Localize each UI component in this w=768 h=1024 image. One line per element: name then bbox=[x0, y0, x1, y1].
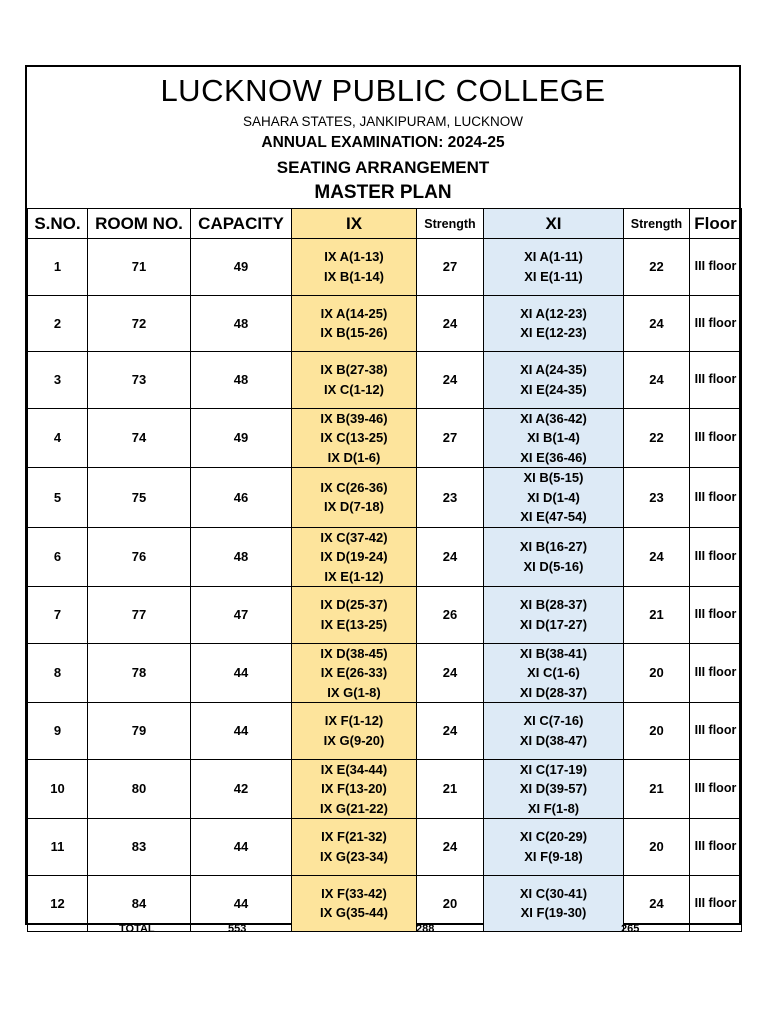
master-plan-title: MASTER PLAN bbox=[314, 182, 452, 203]
cell-xi-strength: 20 bbox=[624, 819, 690, 876]
cell-ix-strength: 27 bbox=[417, 408, 484, 468]
cell-xi-sections-line: XI D(28-37) bbox=[519, 684, 588, 700]
total-capacity: 553 bbox=[228, 923, 247, 935]
col-header-floor: Floor bbox=[690, 209, 742, 239]
cell-ix-sections-line: IX B(27-38) bbox=[320, 362, 388, 378]
col-header-sno: S.NO. bbox=[28, 209, 88, 239]
cell-xi-sections bbox=[484, 759, 624, 819]
cell-ix-sections bbox=[292, 759, 417, 819]
cell-ix-sections-line: IX G(9-20) bbox=[323, 732, 385, 748]
cell-room: 76 bbox=[88, 527, 191, 587]
cell-floor: III floor bbox=[690, 295, 742, 352]
cell-xi-sections bbox=[484, 468, 624, 528]
cell-xi-strength: 24 bbox=[624, 295, 690, 352]
cell-capacity: 44 bbox=[191, 643, 292, 703]
totals-row bbox=[0, 922, 768, 940]
cell-floor: III floor bbox=[690, 587, 742, 644]
cell-ix-strength: 27 bbox=[417, 239, 484, 296]
cell-xi-sections-line: XI C(7-16) bbox=[523, 713, 584, 729]
cell-capacity: 44 bbox=[191, 819, 292, 876]
cell-ix-strength: 24 bbox=[417, 352, 484, 409]
cell-xi-sections-line: XI C(20-29) bbox=[519, 829, 588, 845]
table-row bbox=[28, 759, 742, 819]
cell-ix-strength: 21 bbox=[417, 759, 484, 819]
document-header bbox=[27, 67, 739, 208]
cell-floor: III floor bbox=[690, 643, 742, 703]
col-header-capacity: CAPACITY bbox=[191, 209, 292, 239]
table-body bbox=[28, 239, 742, 932]
cell-xi-sections-line: XI D(5-16) bbox=[523, 558, 584, 574]
table-row bbox=[28, 295, 742, 352]
cell-room: 72 bbox=[88, 295, 191, 352]
table-row bbox=[28, 352, 742, 409]
table-row bbox=[28, 527, 742, 587]
cell-xi-sections-line: XI D(17-27) bbox=[519, 616, 588, 632]
cell-xi-strength: 20 bbox=[624, 703, 690, 760]
cell-ix-sections-line: IX E(26-33) bbox=[320, 665, 388, 680]
cell-capacity: 44 bbox=[191, 875, 292, 932]
cell-ix-sections-line: IX D(25-37) bbox=[320, 597, 388, 613]
cell-sno: 5 bbox=[28, 468, 88, 528]
cell-xi-sections-line: XI E(1-11) bbox=[524, 268, 583, 284]
total-xi-strength: 265 bbox=[621, 923, 640, 935]
cell-ix-sections-line: IX F(1-12) bbox=[324, 713, 384, 729]
cell-xi-sections-line: XI C(17-19) bbox=[519, 761, 588, 777]
cell-xi-sections bbox=[484, 352, 624, 409]
cell-ix-strength: 24 bbox=[417, 295, 484, 352]
cell-xi-strength: 23 bbox=[624, 468, 690, 528]
cell-sno: 10 bbox=[28, 759, 88, 819]
table-row bbox=[28, 819, 742, 876]
total-label: TOTAL bbox=[119, 923, 155, 935]
cell-floor: III floor bbox=[690, 875, 742, 932]
cell-capacity: 48 bbox=[191, 352, 292, 409]
cell-ix-sections-line: IX B(39-46) bbox=[320, 410, 388, 426]
table-row bbox=[28, 408, 742, 468]
cell-xi-sections-line: XI F(1-8) bbox=[527, 800, 580, 816]
cell-sno: 12 bbox=[28, 875, 88, 932]
cell-sno: 7 bbox=[28, 587, 88, 644]
cell-ix-strength: 20 bbox=[417, 875, 484, 932]
cell-ix-sections-line: IX D(1-6) bbox=[327, 449, 381, 465]
cell-ix-sections-line: IX C(1-12) bbox=[324, 381, 384, 397]
college-address: SAHARA STATES, JANKIPURAM, LUCKNOW bbox=[242, 114, 524, 129]
cell-floor: III floor bbox=[690, 352, 742, 409]
cell-ix-sections-line: IX C(26-36) bbox=[320, 479, 388, 495]
table-row bbox=[28, 587, 742, 644]
cell-ix-sections bbox=[292, 587, 417, 644]
cell-ix-sections-line: IX A(1-13) bbox=[324, 249, 384, 265]
cell-room: 83 bbox=[88, 819, 191, 876]
cell-ix-sections-line: IX F(33-42) bbox=[321, 885, 387, 901]
cell-xi-sections-line: XI E(12-23) bbox=[520, 325, 587, 341]
cell-xi-sections-line: XI E(36-46) bbox=[520, 449, 587, 465]
cell-ix-sections-line: IX E(34-44) bbox=[320, 761, 388, 777]
cell-ix-sections-line: IX F(21-32) bbox=[321, 829, 387, 845]
cell-xi-sections-line: XI B(16-27) bbox=[519, 539, 588, 555]
cell-room: 71 bbox=[88, 239, 191, 296]
cell-xi-sections-line: XI C(30-41) bbox=[519, 885, 588, 901]
cell-sno: 6 bbox=[28, 527, 88, 587]
cell-room: 80 bbox=[88, 759, 191, 819]
cell-capacity: 44 bbox=[191, 703, 292, 760]
table-row bbox=[28, 643, 742, 703]
cell-ix-sections bbox=[292, 239, 417, 296]
cell-room: 73 bbox=[88, 352, 191, 409]
cell-ix-sections-line: IX G(1-8) bbox=[327, 684, 381, 700]
cell-ix-strength: 24 bbox=[417, 819, 484, 876]
cell-xi-sections-line: XI D(1-4) bbox=[527, 489, 580, 505]
cell-xi-strength: 24 bbox=[624, 527, 690, 587]
cell-ix-sections-line: IX G(23-34) bbox=[320, 848, 388, 864]
seating-table bbox=[27, 208, 742, 932]
cell-capacity: 49 bbox=[191, 239, 292, 296]
cell-floor: III floor bbox=[690, 468, 742, 528]
cell-sno: 3 bbox=[28, 352, 88, 409]
cell-xi-sections bbox=[484, 239, 624, 296]
cell-xi-sections bbox=[484, 643, 624, 703]
cell-ix-sections-line: IX C(37-42) bbox=[320, 529, 388, 545]
cell-capacity: 47 bbox=[191, 587, 292, 644]
cell-xi-sections-line: XI E(24-35) bbox=[520, 381, 587, 397]
cell-xi-sections-line: XI B(38-41) bbox=[519, 645, 588, 661]
col-header-ix: IX bbox=[292, 209, 417, 239]
cell-ix-sections bbox=[292, 643, 417, 703]
cell-xi-sections-line: XI B(5-15) bbox=[523, 470, 584, 485]
cell-ix-sections-line: IX C(13-25) bbox=[320, 430, 388, 445]
col-header-ix-strength: Strength bbox=[417, 209, 484, 239]
cell-xi-strength: 22 bbox=[624, 239, 690, 296]
cell-xi-sections-line: XI E(47-54) bbox=[520, 509, 587, 524]
cell-xi-sections-line: XI A(24-35) bbox=[520, 362, 587, 378]
cell-xi-strength: 24 bbox=[624, 875, 690, 932]
cell-room: 77 bbox=[88, 587, 191, 644]
cell-capacity: 48 bbox=[191, 295, 292, 352]
cell-ix-sections bbox=[292, 468, 417, 528]
cell-xi-sections bbox=[484, 295, 624, 352]
college-title: LUCKNOW PUBLIC COLLEGE bbox=[160, 73, 606, 108]
cell-xi-strength: 21 bbox=[624, 759, 690, 819]
cell-xi-sections-line: XI B(1-4) bbox=[527, 430, 580, 445]
cell-xi-sections-line: XI A(36-42) bbox=[520, 410, 587, 426]
cell-xi-sections-line: XI A(1-11) bbox=[524, 249, 583, 265]
cell-xi-sections-line: XI A(12-23) bbox=[520, 305, 587, 321]
col-header-room: ROOM NO. bbox=[88, 209, 191, 239]
cell-sno: 1 bbox=[28, 239, 88, 296]
cell-capacity: 46 bbox=[191, 468, 292, 528]
cell-ix-sections bbox=[292, 527, 417, 587]
cell-xi-strength: 20 bbox=[624, 643, 690, 703]
cell-xi-sections-line: XI D(38-47) bbox=[519, 732, 588, 748]
cell-ix-strength: 24 bbox=[417, 527, 484, 587]
cell-ix-sections-line: IX A(14-25) bbox=[320, 305, 388, 321]
cell-xi-sections bbox=[484, 587, 624, 644]
cell-ix-sections-line: IX G(35-44) bbox=[320, 905, 388, 921]
cell-ix-strength: 26 bbox=[417, 587, 484, 644]
cell-ix-sections-line: IX D(19-24) bbox=[320, 549, 388, 564]
cell-xi-sections-line: XI B(28-37) bbox=[519, 597, 588, 613]
seating-title: SEATING ARRANGEMENT bbox=[276, 158, 490, 177]
cell-xi-sections-line: XI C(1-6) bbox=[527, 665, 580, 680]
cell-floor: III floor bbox=[690, 527, 742, 587]
cell-ix-sections bbox=[292, 408, 417, 468]
cell-xi-sections-line: XI F(9-18) bbox=[524, 848, 583, 864]
table-header-row bbox=[28, 209, 742, 239]
table-row bbox=[28, 703, 742, 760]
cell-sno: 11 bbox=[28, 819, 88, 876]
cell-ix-strength: 23 bbox=[417, 468, 484, 528]
table-row bbox=[28, 239, 742, 296]
cell-xi-sections bbox=[484, 527, 624, 587]
cell-xi-sections bbox=[484, 703, 624, 760]
cell-floor: III floor bbox=[690, 703, 742, 760]
cell-floor: III floor bbox=[690, 759, 742, 819]
exam-title: ANNUAL EXAMINATION: 2024-25 bbox=[261, 134, 505, 151]
cell-ix-sections bbox=[292, 352, 417, 409]
cell-ix-sections bbox=[292, 295, 417, 352]
cell-ix-sections-line: IX E(13-25) bbox=[320, 616, 388, 632]
cell-sno: 4 bbox=[28, 408, 88, 468]
cell-capacity: 42 bbox=[191, 759, 292, 819]
cell-floor: III floor bbox=[690, 408, 742, 468]
cell-room: 78 bbox=[88, 643, 191, 703]
cell-ix-strength: 24 bbox=[417, 643, 484, 703]
seating-plan-sheet bbox=[25, 65, 741, 925]
cell-capacity: 48 bbox=[191, 527, 292, 587]
col-header-xi-strength: Strength bbox=[624, 209, 690, 239]
cell-sno: 8 bbox=[28, 643, 88, 703]
cell-xi-sections bbox=[484, 819, 624, 876]
cell-xi-strength: 24 bbox=[624, 352, 690, 409]
total-ix-strength: 288 bbox=[416, 923, 435, 935]
cell-ix-sections-line: IX F(13-20) bbox=[321, 781, 387, 796]
cell-xi-sections bbox=[484, 408, 624, 468]
cell-ix-sections-line: IX G(21-22) bbox=[320, 800, 388, 816]
cell-room: 84 bbox=[88, 875, 191, 932]
cell-floor: III floor bbox=[690, 239, 742, 296]
cell-ix-sections bbox=[292, 819, 417, 876]
cell-ix-sections-line: IX E(1-12) bbox=[324, 568, 384, 584]
cell-room: 79 bbox=[88, 703, 191, 760]
col-header-xi: XI bbox=[484, 209, 624, 239]
table-row bbox=[28, 468, 742, 528]
cell-ix-sections-line: IX D(38-45) bbox=[320, 645, 388, 661]
cell-xi-sections-line: XI D(39-57) bbox=[519, 781, 588, 796]
cell-capacity: 49 bbox=[191, 408, 292, 468]
cell-ix-sections-line: IX B(15-26) bbox=[320, 325, 388, 341]
cell-sno: 9 bbox=[28, 703, 88, 760]
cell-ix-strength: 24 bbox=[417, 703, 484, 760]
cell-room: 75 bbox=[88, 468, 191, 528]
cell-floor: III floor bbox=[690, 819, 742, 876]
cell-ix-sections-line: IX D(7-18) bbox=[324, 499, 384, 515]
cell-xi-sections-line: XI F(19-30) bbox=[520, 905, 587, 921]
cell-room: 74 bbox=[88, 408, 191, 468]
cell-sno: 2 bbox=[28, 295, 88, 352]
cell-xi-strength: 22 bbox=[624, 408, 690, 468]
cell-xi-strength: 21 bbox=[624, 587, 690, 644]
cell-ix-sections-line: IX B(1-14) bbox=[324, 268, 384, 284]
cell-ix-sections bbox=[292, 703, 417, 760]
